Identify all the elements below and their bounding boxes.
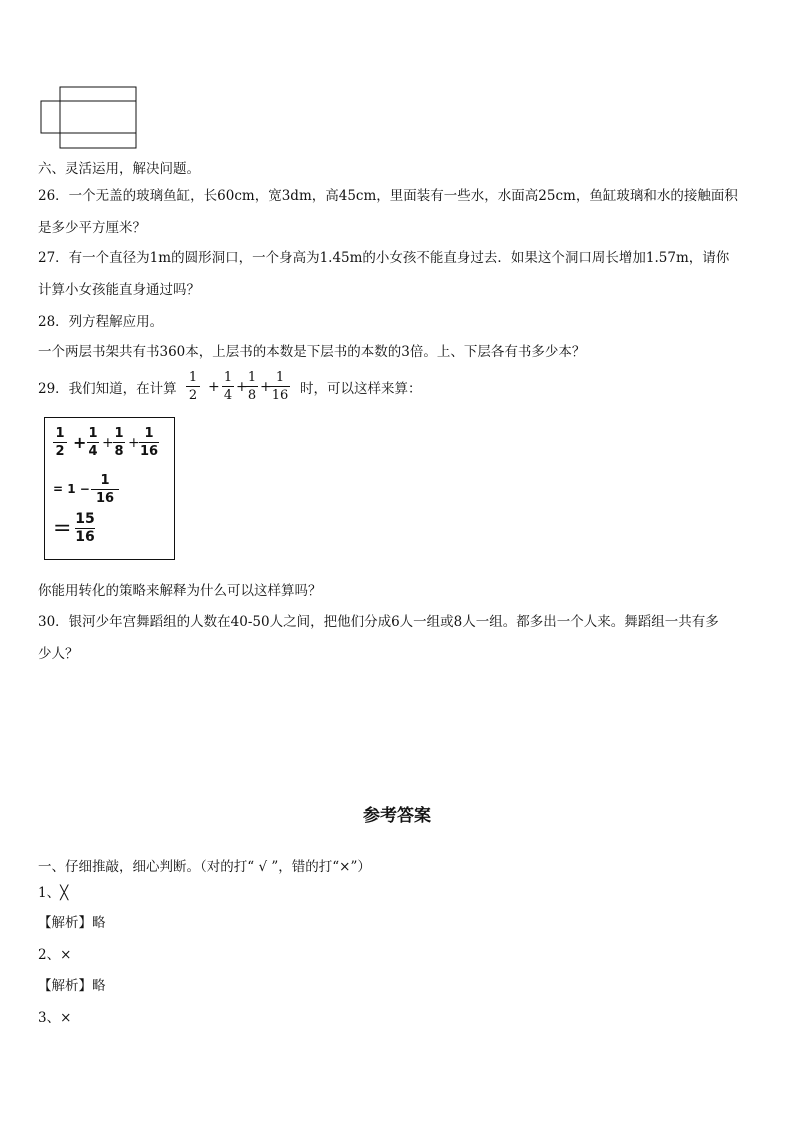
box-row2-frac	[91, 473, 119, 506]
fraction-denominator: 8	[247, 388, 257, 403]
box-row3-equals: =	[53, 516, 72, 541]
fraction-numerator: 1	[223, 370, 233, 385]
fraction-numerator: 1	[100, 473, 110, 488]
answer-item-1: 1、╳	[38, 885, 69, 901]
answers-title: 参考答案	[363, 806, 431, 826]
box-row3-frac	[75, 512, 95, 545]
q29-suffix: 时，可以这样来算：	[300, 381, 422, 397]
plus-sign: +	[73, 433, 87, 452]
box-frac-3	[113, 426, 125, 459]
fraction-numerator: 1	[144, 426, 154, 441]
q29-prefix: 29．我们知道，在计算	[38, 381, 177, 397]
q29-frac-3	[246, 370, 258, 403]
fraction-numerator: 1	[114, 426, 124, 441]
plus-sign: +	[102, 435, 114, 451]
q29-frac-2	[222, 370, 234, 403]
plus-sign: +	[236, 379, 248, 395]
fraction-numerator: 15	[75, 511, 95, 527]
q27-line2: 计算小女孩能直身通过吗？	[38, 282, 200, 298]
fraction-denominator: 16	[95, 491, 115, 506]
plus-sign: +	[208, 379, 220, 395]
fraction-bar	[246, 386, 258, 387]
q28-line1: 28．列方程解应用。	[38, 314, 164, 330]
fraction-bar	[222, 386, 234, 387]
fraction-bar	[139, 442, 159, 443]
answer-item-2: 2、×	[38, 947, 72, 963]
q26-line1: 26．一个无盖的玻璃鱼缸，长60cm，宽3dm，高45cm，里面装有一些水，水面高25cm，鱼缸玻璃和水的接触面积	[38, 188, 738, 204]
fraction-numerator: 1	[188, 370, 198, 385]
q29-frac-1	[186, 370, 200, 403]
plus-sign: +	[128, 435, 140, 451]
fraction-denominator: 16	[139, 444, 159, 459]
fraction-denominator: 2	[55, 444, 65, 459]
answer-analysis-2: 【解析】略	[38, 978, 106, 994]
q26-line2: 是多少平方厘米？	[38, 220, 146, 236]
answer-analysis-1: 【解析】略	[38, 915, 106, 931]
net-face-bottom	[60, 133, 136, 148]
net-face-top	[60, 87, 136, 101]
fraction-denominator: 4	[223, 388, 233, 403]
q28-line2: 一个两层书架共有书360本，上层书的本数是下层书的本数的3倍。上、下层各有书多少本？	[38, 344, 586, 360]
fraction-bar	[53, 442, 67, 443]
plus-sign: +	[260, 379, 272, 395]
fraction-denominator: 16	[75, 529, 95, 545]
q27-line1: 27．有一个直径为1m的圆形洞口，一个身高为1.45m的小女孩不能直身过去．如果这个洞口周长增加1.57m，请你	[38, 250, 730, 266]
box-frac-4	[139, 426, 159, 459]
fraction-bar	[113, 442, 125, 443]
fraction-denominator: 2	[188, 388, 198, 403]
fraction-bar	[270, 386, 290, 387]
q30-line1: 30．银河少年宫舞蹈组的人数在40-50人之间，把他们分成6人一组或8人一组。都多出一个人来。舞蹈组一共有多	[38, 614, 719, 630]
q30-line2: 少人？	[38, 646, 79, 662]
fraction-denominator: 8	[114, 444, 124, 459]
fraction-numerator: 1	[247, 370, 257, 385]
fraction-denominator: 4	[88, 444, 98, 459]
q29-frac-4	[270, 370, 290, 403]
fraction-numerator: 1	[88, 426, 98, 441]
fraction-numerator: 1	[55, 426, 65, 441]
box-row2-prefix: = 1 −	[53, 482, 90, 496]
net-face-middle	[60, 101, 136, 133]
fraction-bar	[87, 442, 99, 443]
fraction-bar	[91, 489, 119, 490]
q29-calculation-box	[44, 417, 175, 560]
section6-heading: 六、灵活运用，解决问题。	[38, 161, 200, 177]
fraction-bar	[186, 386, 200, 387]
q29-question: 你能用转化的策略来解释为什么可以这样算吗？	[38, 583, 322, 599]
fraction-numerator: 1	[275, 370, 285, 385]
cuboid-net-figure	[38, 86, 140, 150]
answer-item-3: 3、×	[38, 1010, 72, 1026]
net-face-left	[41, 101, 60, 133]
box-frac-1	[53, 426, 67, 459]
box-frac-2	[87, 426, 99, 459]
answers-section1-heading: 一、仔细推敲，细心判断。（对的打“ √ ”，错的打“×”）	[38, 859, 371, 875]
fraction-denominator: 16	[271, 388, 289, 403]
